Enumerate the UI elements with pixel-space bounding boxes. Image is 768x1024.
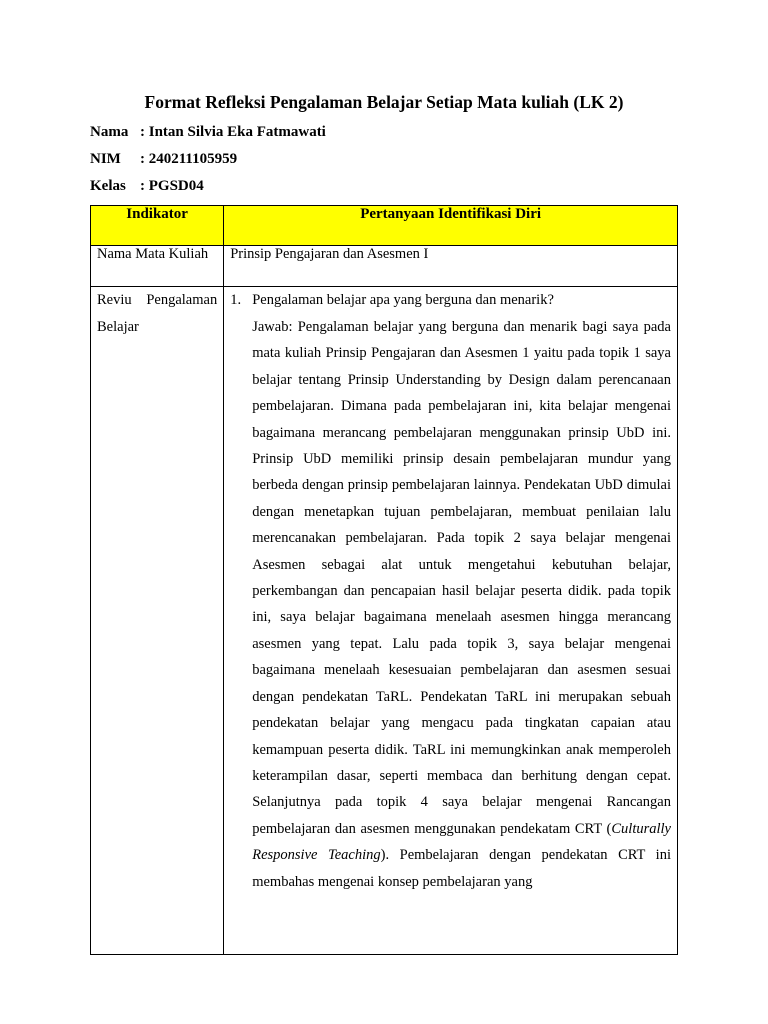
review-content-cell (224, 287, 678, 955)
answer-paragraph (252, 314, 677, 895)
identity-nim-value: : 240211105959 (140, 151, 238, 167)
course-value-cell (224, 246, 678, 287)
question-line (224, 287, 677, 314)
header-pertanyaan: Pertanyaan Identifikasi Diri (224, 206, 678, 246)
question-number: 1. (230, 292, 242, 308)
review-label-word1: Reviu (97, 292, 132, 308)
question-text: Pengalaman belajar apa yang berguna dan menarik? (252, 292, 554, 308)
identity-nim-key: NIM (90, 151, 121, 167)
reflection-table (90, 205, 678, 955)
course-label: Nama Mata Kuliah (97, 246, 209, 262)
identity-class-key: Kelas (90, 178, 126, 194)
table-row-course (91, 246, 678, 287)
review-label (91, 287, 223, 341)
identity-name-value: : Intan Silvia Eka Fatmawati (140, 124, 326, 140)
course-value: Prinsip Pengajaran dan Asesmen I (230, 246, 429, 262)
header-indikator: Indikator (91, 206, 224, 246)
answer-text-part2: ). Pembelajaran dengan pendekatan CRT ini membahas mengenai konsep pembelajaran yang (252, 847, 671, 890)
course-label-cell (91, 246, 224, 287)
review-label-word3: Belajar (97, 319, 139, 335)
answer-text-part1: Jawab: Pengalaman belajar yang berguna dan menarik bagi saya pada mata kuliah Prinsip Pengajaran dan Asesmen 1 yaitu pada topik 1 saya belajar tentang Prinsip Understanding by Design dalam perencanaan pembelajaran. Dimana pada pembelajaran ini, kita belajar mengenai bagaimana merancang pembelajaran menggunakan prinsip UbD ini. Prinsip UbD memiliki prinsip desain pembelajaran mundur yang berbeda dengan prinsip pembelajaran lainnya. Pendekatan UbD dimulai dengan menetapkan tujuan pembelajaran, membuat penilaian lalu merencanakan pembelajaran. Pada topik 2 saya belajar mengenai Asesmen sebagai alat untuk mengetahui kebutuhan belajar, perkembangan dan pencapaian hasil belajar peserta didik. pada topik ini, saya belajar bagaimana menelaah asesmen hingga merancang asesmen yang tepat. Lalu pada topik 3, saya belajar mengenai bagaimana menelaah kesesuaian pembelajaran dan asesmen sesuai dengan pendekatan TaRL. Pendekatan TaRL ini merupakan sebuah pendekatan belajar yang mengacu pada tingkatan capaian atau kemampuan peserta didik. TaRL ini memungkinkan anak memperoleh keterampilan dasar, seperti membaca dan berhitung dengan cepat. Selanjutnya pada topik 4 saya belajar mengenai Rancangan pembelajaran dan asesmen menggunakan pendekatam CRT ( (252, 319, 671, 837)
identity-name-key: Nama (90, 124, 129, 140)
answer-text-italic: Culturally Responsive Teaching (252, 820, 671, 864)
identity-class-value: : PGSD04 (140, 178, 204, 194)
identity-nim (90, 151, 237, 168)
identity-class (90, 178, 204, 195)
table-header-row (91, 206, 678, 246)
table-row-review (91, 287, 678, 955)
document-title: Format Refleksi Pengalaman Belajar Setiap Mata kuliah (LK 2) (144, 92, 624, 112)
review-label-word2: Pengalaman (146, 292, 218, 308)
review-label-cell (91, 287, 224, 955)
identity-name (90, 124, 326, 141)
